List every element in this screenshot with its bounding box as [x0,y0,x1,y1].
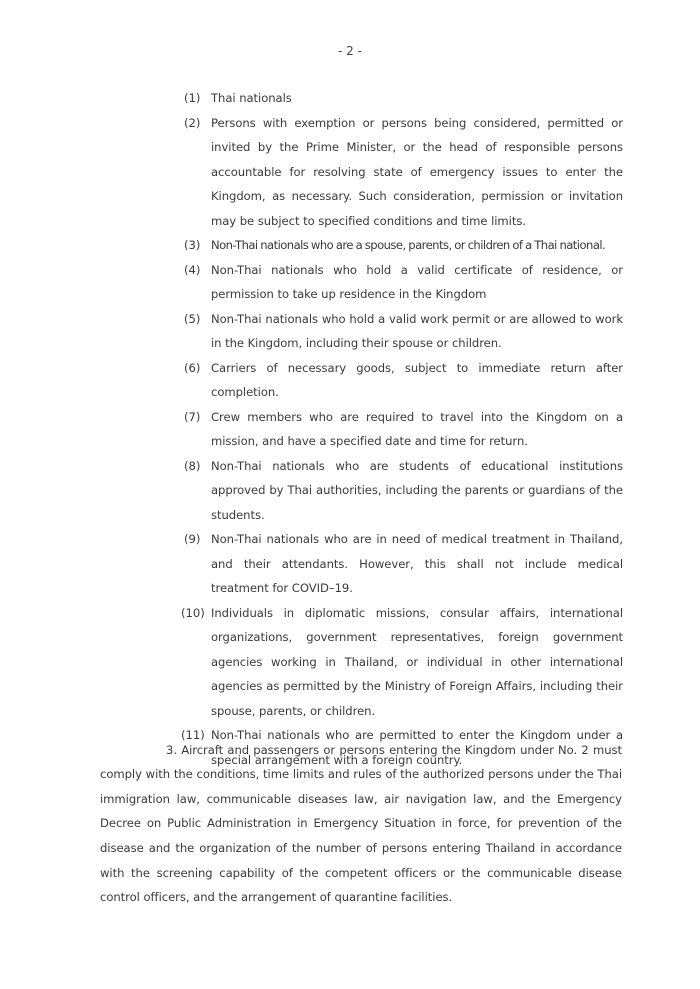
list-item-text: Individuals in diplomatic missions, consular affairs, international organizations, government representatives, foreign government agencies working in Thailand, or individual in other international agencies as permitted by the Ministry of Foreign Affairs, including their spouse, parents, or children. [211,605,623,718]
list-item-number: (8) [184,458,201,473]
list-item [181,527,623,601]
list-item-number: (4) [184,262,201,277]
list-item [181,86,623,111]
list-item [181,111,623,234]
list-item [181,454,623,528]
list-item-text: Non-Thai nationals who are permitted to enter the Kingdom under a special arrangement with a foreign country. [211,728,623,767]
list-item-text: Carriers of necessary goods, subject to immediate return after completion. [211,360,623,399]
list-item-number: (1) [184,91,201,105]
list-item-text: Non-Thai nationals who hold a valid work permit or are allowed to work in the Kingdom, including their spouse or children. [211,311,623,350]
list-item-text: Non-Thai nationals who are in need of medical treatment in Thailand, and their attendants. However, this shall not include medical treatment for COVID–19. [211,532,623,595]
list-item-text: Non-Thai nationals who are students of educational institutions approved by Thai authorities, including the parents or guardians of the students. [211,458,623,522]
list-item [181,258,623,307]
list-item-number: (2) [184,115,201,130]
list-item [181,233,623,258]
paragraph-3: 3. Aircraft and passengers or persons entering the Kingdom under No. 2 must comply with the conditions, time limits and rules of the authorized persons under the Thai immigration law, communicable diseases law, air navigation law, and the Emergency Decree on Public Administration in Emergency Situation in force, for prevention of the disease and the organization of the number of persons entering Thailand in accordance with the screening capability of the competent officers or the communicable disease control officers, and the arrangement of quarantine facilities. [100,742,622,905]
list-item-text: Thai nationals [211,91,292,105]
list-item-text: Crew members who are required to travel into the Kingdom on a mission, and have a specified date and time for return. [211,409,623,448]
list-item [181,405,623,454]
list-item [181,356,623,405]
list-item-number: (9) [184,532,201,546]
list-item-number: (10) [181,605,205,620]
list-item [181,601,623,724]
list-item-number: (5) [184,311,201,326]
list-item-number: (3) [184,238,201,252]
list-item-text: Persons with exemption or persons being considered, permitted or invited by the Prime Minister, or the head of responsible persons accountable for resolving state of emergency issues to enter the Kingdom, as necessary. Such consideration, permission or invitation may be subject to specified conditions and time limits. [211,115,623,228]
eligible-persons-list [181,86,623,772]
list-item-number: (6) [184,360,201,375]
list-item-number: (11) [181,728,205,742]
list-item [181,307,623,356]
list-item-number: (7) [184,409,201,424]
page-number: - 2 - [338,44,362,58]
list-item-text: Non-Thai nationals who hold a valid certificate of residence, or permission to take up residence in the Kingdom [211,262,623,301]
list-item-text: Non-Thai nationals who are a spouse, parents, or children of a Thai national. [211,238,606,252]
